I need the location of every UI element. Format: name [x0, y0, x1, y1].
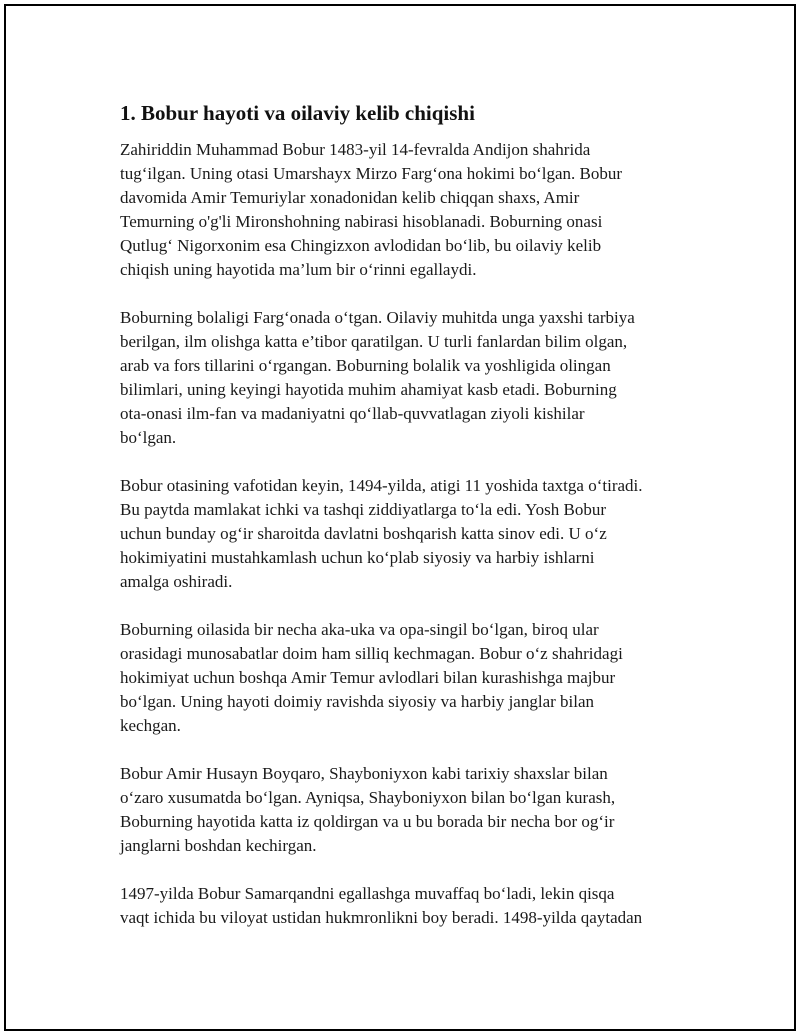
- text-line: arab va fors tillarini o‘rgangan. Boburning bolalik va yoshligida olingan: [120, 356, 611, 375]
- text-line: Temurning o'g'li Mironshohning nabirasi hisoblanadi. Boburning onasi: [120, 212, 603, 231]
- section-heading: 1. Bobur hayoti va oilaviy kelib chiqishi: [120, 101, 475, 125]
- text-line: Bobur Amir Husayn Boyqaro, Shayboniyxon kabi tarixiy shaxslar bilan: [120, 764, 608, 783]
- body-paragraph: [120, 762, 700, 858]
- body-paragraph: [120, 306, 700, 450]
- text-line: janglarni boshdan kechirgan.: [120, 836, 317, 855]
- text-line: tug‘ilgan. Uning otasi Umarshayx Mirzo Farg‘ona hokimi bo‘lgan. Bobur: [120, 164, 623, 183]
- text-line: vaqt ichida bu viloyat ustidan hukmronlikni boy beradi. 1498-yilda qaytadan: [120, 908, 643, 927]
- text-line: Boburning oilasida bir necha aka-uka va opa-singil bo‘lgan, biroq ular: [120, 620, 599, 639]
- text-line: bilimlari, uning keyingi hayotida muhim ahamiyat kasb etadi. Boburning: [120, 380, 617, 399]
- text-line: Boburning bolaligi Farg‘onada o‘tgan. Oilaviy muhitda unga yaxshi tarbiya: [120, 308, 635, 327]
- text-line: Qutlug‘ Nigorxonim esa Chingizxon avlodidan bo‘lib, bu oilaviy kelib: [120, 236, 602, 255]
- text-line: Bu paytda mamlakat ichki va tashqi ziddiyatlarga to‘la edi. Yosh Bobur: [120, 500, 606, 519]
- body-paragraph: [120, 882, 700, 930]
- document-page: [4, 4, 796, 1031]
- text-line: Zahiriddin Muhammad Bobur 1483-yil 14-fevralda Andijon shahrida: [120, 140, 591, 159]
- text-line: chiqish uning hayotida ma’lum bir o‘rinni egallaydi.: [120, 260, 477, 279]
- text-line: ota-onasi ilm-fan va madaniyatni qo‘llab-quvvatlagan ziyoli kishilar: [120, 404, 585, 423]
- body-paragraph: [120, 474, 700, 594]
- body-paragraph: [120, 138, 700, 282]
- text-line: uchun bunday og‘ir sharoitda davlatni boshqarish katta sinov edi. U o‘z: [120, 524, 607, 543]
- text-line: davomida Amir Temuriylar xonadonidan kelib chiqqan shaxs, Amir: [120, 188, 580, 207]
- text-line: hokimiyatini mustahkamlash uchun ko‘plab siyosiy va harbiy ishlarni: [120, 548, 595, 567]
- text-line: berilgan, ilm olishga katta e’tibor qaratilgan. U turli fanlardan bilim olgan,: [120, 332, 628, 351]
- text-line: Boburning hayotida katta iz qoldirgan va u bu borada bir necha bor og‘ir: [120, 812, 615, 831]
- body-paragraph: [120, 618, 700, 738]
- document-content: [120, 100, 700, 954]
- text-line: amalga oshiradi.: [120, 572, 233, 591]
- paragraph-list: [120, 138, 700, 930]
- text-line: o‘zaro xusumatda bo‘lgan. Ayniqsa, Shayboniyxon bilan bo‘lgan kurash,: [120, 788, 616, 807]
- text-line: orasidagi munosabatlar doim ham silliq kechmagan. Bobur o‘z shahridagi: [120, 644, 623, 663]
- text-line: kechgan.: [120, 716, 181, 735]
- text-line: Bobur otasining vafotidan keyin, 1494-yilda, atigi 11 yoshida taxtga o‘tiradi.: [120, 476, 643, 495]
- text-line: 1497-yilda Bobur Samarqandni egallashga muvaffaq bo‘ladi, lekin qisqa: [120, 884, 615, 903]
- text-line: bo‘lgan. Uning hayoti doimiy ravishda siyosiy va harbiy janglar bilan: [120, 692, 595, 711]
- text-line: hokimiyat uchun boshqa Amir Temur avlodlari bilan kurashishga majbur: [120, 668, 616, 687]
- text-line: bo‘lgan.: [120, 428, 177, 447]
